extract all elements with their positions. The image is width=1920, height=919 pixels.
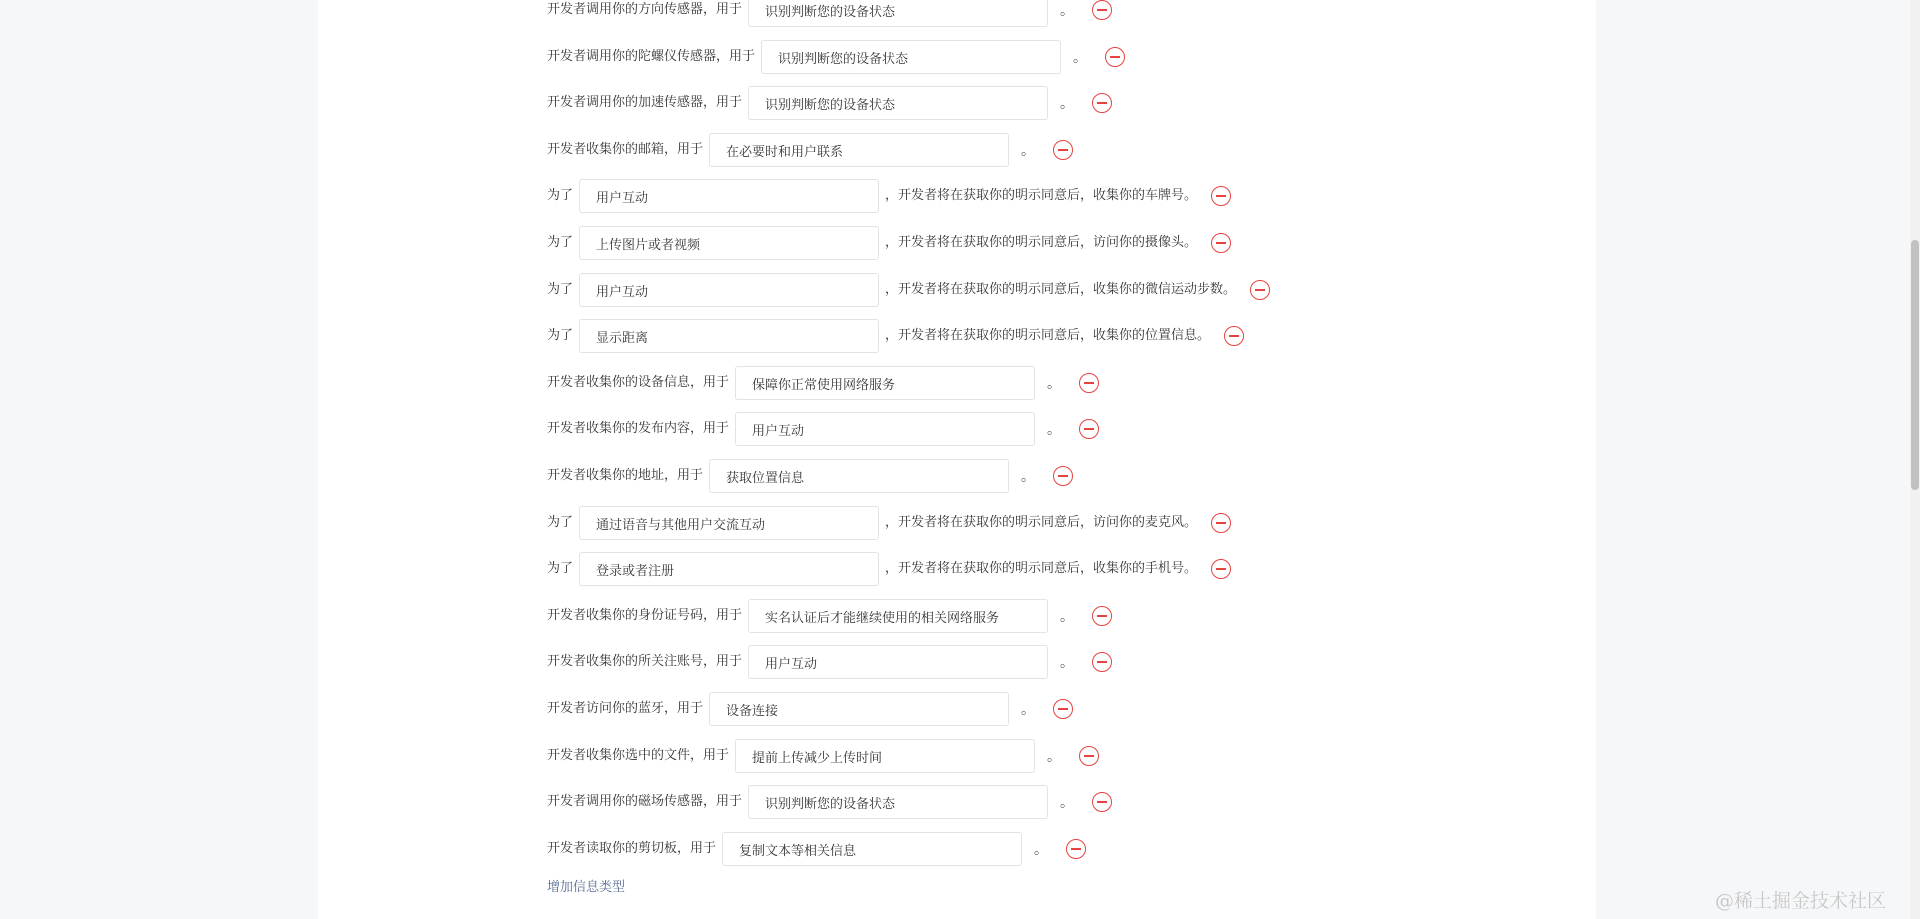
sentence-end-period: 。 <box>1060 96 1075 112</box>
consent-suffix-text: ，开发者将在获取你的明示同意后，收集你的车牌号。 <box>885 188 1198 203</box>
consent-suffix-text: ，开发者将在获取你的明示同意后，收集你的位置信息。 <box>885 328 1211 343</box>
purpose-input[interactable] <box>722 832 1022 866</box>
usage-prefix-text: 开发者收集你的邮箱，用于 <box>547 142 704 157</box>
info-row <box>547 319 1244 353</box>
info-row <box>547 226 1231 260</box>
purpose-input[interactable] <box>761 40 1061 74</box>
sentence-end-period: 。 <box>1047 376 1062 392</box>
minus-circle-icon[interactable] <box>1211 233 1231 253</box>
usage-prefix-text: 开发者调用你的陀螺仪传感器，用于 <box>547 49 756 64</box>
purpose-input[interactable] <box>579 552 879 586</box>
minus-circle-icon[interactable] <box>1053 466 1073 486</box>
purpose-input[interactable] <box>579 273 879 307</box>
purpose-input[interactable] <box>748 86 1048 120</box>
purpose-input[interactable] <box>748 645 1048 679</box>
purpose-input[interactable] <box>735 412 1035 446</box>
minus-circle-icon[interactable] <box>1211 186 1231 206</box>
info-row <box>547 645 1112 679</box>
consent-suffix-text: ，开发者将在获取你的明示同意后，收集你的手机号。 <box>885 561 1198 576</box>
info-row <box>547 273 1270 307</box>
consent-suffix-text: ，开发者将在获取你的明示同意后，访问你的麦克风。 <box>885 515 1198 530</box>
info-row <box>547 739 1099 773</box>
info-type-list <box>547 0 1596 919</box>
usage-prefix-text: 开发者读取你的剪切板，用于 <box>547 841 717 856</box>
usage-prefix-text: 开发者调用你的加速传感器，用于 <box>547 95 743 110</box>
settings-panel <box>318 0 1596 919</box>
add-info-type-link[interactable]: 增加信息类型 <box>547 880 626 895</box>
purpose-input[interactable] <box>579 506 879 540</box>
sentence-end-period: 。 <box>1047 749 1062 765</box>
purpose-input[interactable] <box>709 459 1009 493</box>
purpose-input[interactable] <box>748 599 1048 633</box>
minus-circle-icon[interactable] <box>1092 792 1112 812</box>
purpose-input[interactable] <box>579 179 879 213</box>
usage-prefix-text: 开发者调用你的磁场传感器，用于 <box>547 794 743 809</box>
minus-circle-icon[interactable] <box>1092 652 1112 672</box>
scrollbar-thumb[interactable] <box>1911 240 1919 490</box>
minus-circle-icon[interactable] <box>1211 513 1231 533</box>
minus-circle-icon[interactable] <box>1224 326 1244 346</box>
sentence-end-period: 。 <box>1060 3 1075 19</box>
usage-prefix-text: 开发者收集你的地址，用于 <box>547 468 704 483</box>
scrollbar[interactable] <box>1910 0 1920 919</box>
sentence-end-period: 。 <box>1047 422 1062 438</box>
minus-circle-icon[interactable] <box>1092 606 1112 626</box>
info-row <box>547 40 1125 74</box>
purpose-input[interactable] <box>579 226 879 260</box>
sentence-end-period: 。 <box>1073 50 1088 66</box>
usage-prefix-text: 开发者收集你的发布内容，用于 <box>547 421 730 436</box>
minus-circle-icon[interactable] <box>1079 746 1099 766</box>
purpose-input[interactable] <box>748 785 1048 819</box>
info-row <box>547 459 1073 493</box>
info-row <box>547 506 1231 540</box>
info-row <box>547 832 1086 866</box>
purpose-input[interactable] <box>709 692 1009 726</box>
minus-circle-icon[interactable] <box>1066 839 1086 859</box>
usage-prefix-text: 开发者收集你的身份证号码，用于 <box>547 608 743 623</box>
info-row <box>547 552 1231 586</box>
minus-circle-icon[interactable] <box>1079 373 1099 393</box>
minus-circle-icon[interactable] <box>1105 47 1125 67</box>
purpose-input[interactable] <box>709 133 1009 167</box>
minus-circle-icon[interactable] <box>1053 140 1073 160</box>
usage-prefix-text: 开发者访问你的蓝牙，用于 <box>547 701 704 716</box>
consent-prefix-text: 为了 <box>547 328 574 343</box>
info-row <box>547 0 1112 27</box>
sentence-end-period: 。 <box>1021 143 1036 159</box>
sentence-end-period: 。 <box>1021 469 1036 485</box>
consent-suffix-text: ，开发者将在获取你的明示同意后，收集你的微信运动步数。 <box>885 282 1237 297</box>
minus-circle-icon[interactable] <box>1079 419 1099 439</box>
sentence-end-period: 。 <box>1060 655 1075 671</box>
minus-circle-icon[interactable] <box>1053 699 1073 719</box>
minus-circle-icon[interactable] <box>1092 93 1112 113</box>
minus-circle-icon[interactable] <box>1211 559 1231 579</box>
info-row <box>547 86 1112 120</box>
sentence-end-period: 。 <box>1034 842 1049 858</box>
info-row <box>547 412 1099 446</box>
usage-prefix-text: 开发者收集你的所关注账号，用于 <box>547 654 743 669</box>
info-row <box>547 179 1231 213</box>
usage-prefix-text: 开发者收集你选中的文件，用于 <box>547 748 730 763</box>
purpose-input[interactable] <box>735 366 1035 400</box>
info-row <box>547 599 1112 633</box>
consent-prefix-text: 为了 <box>547 188 574 203</box>
watermark: @稀土掘金技术社区 <box>1714 890 1886 912</box>
consent-prefix-text: 为了 <box>547 515 574 530</box>
info-row <box>547 692 1073 726</box>
info-row <box>547 133 1073 167</box>
sentence-end-period: 。 <box>1060 609 1075 625</box>
consent-prefix-text: 为了 <box>547 282 574 297</box>
purpose-input[interactable] <box>735 739 1035 773</box>
consent-prefix-text: 为了 <box>547 235 574 250</box>
consent-suffix-text: ，开发者将在获取你的明示同意后，访问你的摄像头。 <box>885 235 1198 250</box>
info-row <box>547 785 1112 819</box>
purpose-input[interactable] <box>748 0 1048 27</box>
sentence-end-period: 。 <box>1060 795 1075 811</box>
minus-circle-icon[interactable] <box>1250 280 1270 300</box>
usage-prefix-text: 开发者调用你的方向传感器，用于 <box>547 2 743 17</box>
minus-circle-icon[interactable] <box>1092 0 1112 20</box>
consent-prefix-text: 为了 <box>547 561 574 576</box>
usage-prefix-text: 开发者收集你的设备信息，用于 <box>547 375 730 390</box>
sentence-end-period: 。 <box>1021 702 1036 718</box>
purpose-input[interactable] <box>579 319 879 353</box>
info-row <box>547 366 1099 400</box>
